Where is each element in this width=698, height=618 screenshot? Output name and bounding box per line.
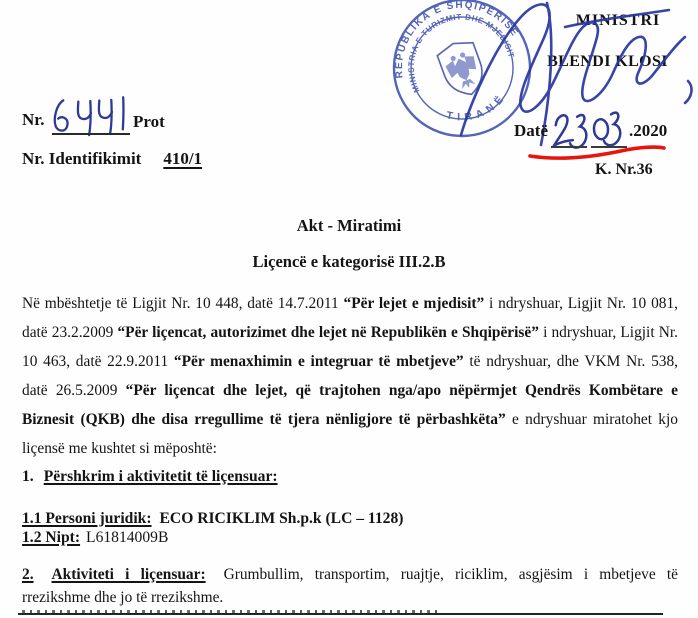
- intro-segment-law-quote: “Për lejet e mjedisit”: [343, 295, 485, 312]
- section-1-heading: [22, 468, 278, 486]
- section-2-paragraph: [22, 563, 678, 609]
- stamp-bottom-text: TIRANË: [445, 90, 510, 124]
- document-subtitle: Liçencë e kategorisë III.2.B: [252, 252, 446, 271]
- protocol-number-label: Nr.: [22, 110, 45, 129]
- intro-segment: e ndryshuar miratohet kjo liçensë me kushtet si mëposhtë:: [22, 411, 678, 457]
- section-1-heading-text: Përshkrim i aktivitetit të liçensuar:: [43, 468, 278, 485]
- item-1-1-value: ECO RICIKLIM Sh.p.k (LC – 1128): [159, 510, 404, 527]
- protocol-number-rule: [52, 133, 130, 135]
- stamp-inner-text: MINISTRIA E TURIZMIT DHE MJEDISIT: [406, 12, 516, 94]
- cutoff-underline-rule: [18, 613, 663, 615]
- intro-segment: të ndryshuar, dhe VKM Nr. 538, datë 26.5.2009: [22, 353, 678, 399]
- item-1-2-row: [22, 529, 168, 547]
- section-2-text: Grumbullim, transportim, ruajtje, riciklim, asgjësim i mbetjeve të rrezikshme dhe jo të rrezikshme.: [22, 566, 678, 606]
- section-1-number: 1.: [22, 468, 34, 485]
- intro-segment-law-quote: “Për liçencat, autorizimet dhe lejet në Republikën e Shqipërisë”: [117, 324, 539, 341]
- minister-title: MINISTRI: [575, 12, 661, 29]
- item-1-1-row: [22, 510, 403, 528]
- intro-segment: i ndryshuar, Ligjit Nr. 10 463, datë 22.9.2011: [22, 324, 678, 370]
- identification-label: Nr. Identifikimit: [22, 149, 142, 168]
- intro-paragraph: [22, 289, 678, 463]
- item-1-1-label: 1.1 Personi juridik:: [22, 510, 152, 527]
- section-2-heading-text: Aktiviteti i liçensuar:: [51, 566, 206, 583]
- protocol-number-handwritten: [48, 90, 133, 138]
- identification-row: [22, 149, 202, 169]
- intro-segment: Në mbështetje të Ligjit Nr. 10 448, datë 14.7.2011: [22, 295, 344, 312]
- section-2-number: 2.: [22, 566, 34, 583]
- intro-segment-law-quote: “Për menaxhimin e integruar të mbetjeve”: [173, 353, 464, 370]
- date-year-printed: .2020: [629, 121, 668, 140]
- item-1-2-value: L61814009B: [86, 529, 169, 546]
- identification-value: 410/1: [163, 149, 203, 168]
- document-title: Akt - Miratimi: [296, 216, 402, 235]
- item-1-2-label: 1.2 Nipt:: [22, 529, 81, 546]
- intro-segment-law-quote: “Për liçencat dhe lejet, që trajtohen nga/apo nëpërmjet Qendrës Kombëtare e Biznesit (QKB) dhe disa rregullime të tjera nënligjore të përbashkëta”: [22, 382, 678, 428]
- minister-name: BLENDI KLOSI: [547, 53, 668, 70]
- stamp-outer-text: REPUBLIKA E SHQIPËRISË: [393, 0, 521, 79]
- date-label: Datë: [514, 121, 548, 140]
- k-number: K. Nr.36: [595, 161, 653, 178]
- intro-segment: i ndryshuar, Ligjit Nr. 10 081, datë 23.2.2009: [22, 295, 679, 341]
- protocol-suffix-label: Prot: [133, 112, 165, 131]
- red-pen-underline: [526, 142, 668, 162]
